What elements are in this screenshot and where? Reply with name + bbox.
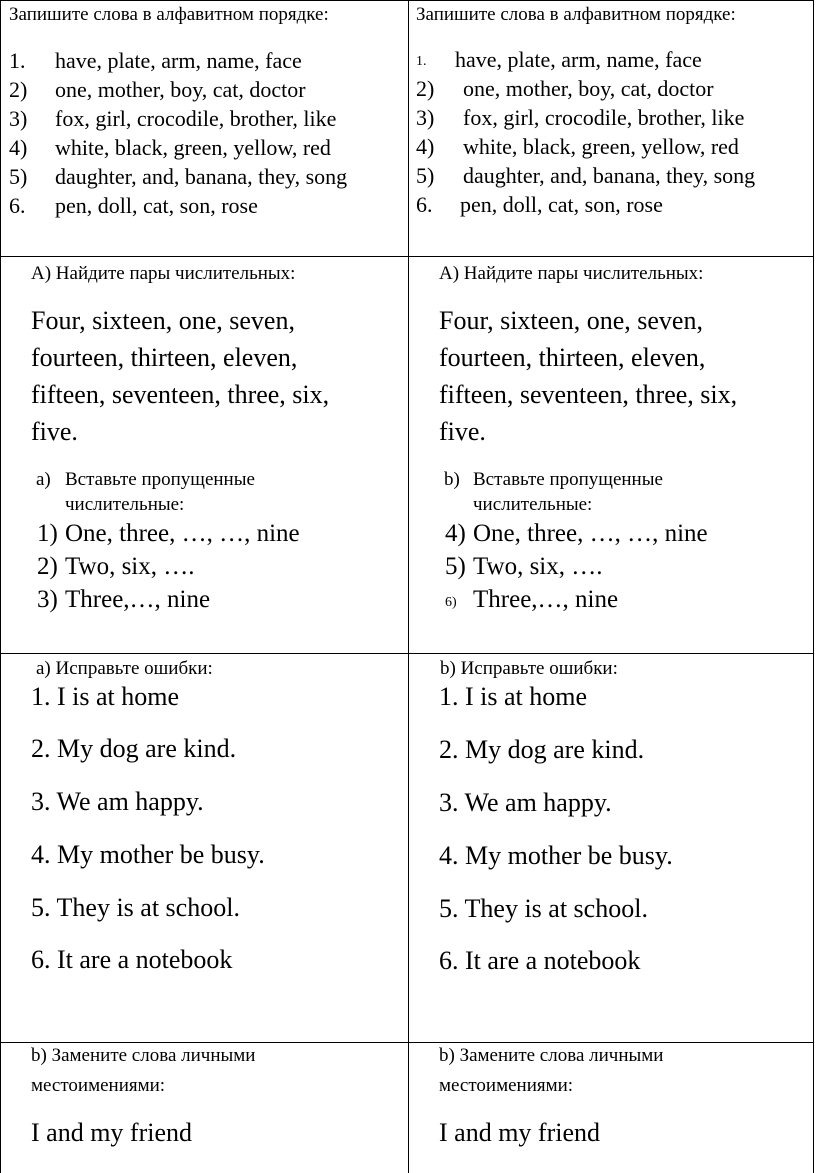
alphabet-item-text: one, mother, boy, cat, doctor [55, 77, 306, 102]
fill-in-title: Вставьте пропущенные [65, 469, 255, 490]
pronouns-task-title: местоимениями: [439, 1075, 574, 1096]
alphabet-task-title: Запишите слова в алфавитном порядке: [416, 4, 736, 25]
fill-in-marker: a) [36, 469, 51, 490]
alphabet-item-text: daughter, and, banana, they, song [55, 164, 348, 189]
numerals-line: five. [439, 417, 486, 446]
numerals-line: Four, sixteen, one, seven, [439, 306, 703, 335]
fill-in-item-text: Three,…, nine [65, 586, 211, 613]
corrections-item: 3. We am happy. [31, 787, 204, 816]
cell-corrections-left [0, 653, 408, 1042]
alphabet-item-text: white, black, green, yellow, red [463, 134, 739, 159]
cell-pronouns-left [0, 1042, 408, 1173]
pronouns-task-title: b) Замените слова личными [31, 1045, 256, 1066]
numerals-line: fourteen, thirteen, eleven, [31, 343, 298, 372]
corrections-item: 5. They is at school. [439, 894, 648, 923]
numerals-task-title: А) Найдите пары числительных: [439, 263, 704, 284]
cell-numerals-right [408, 256, 813, 653]
alphabet-item-text: pen, doll, cat, son, rose [55, 193, 258, 218]
numerals-task-title: А) Найдите пары числительных: [31, 263, 296, 284]
table-border-right [813, 0, 814, 1173]
corrections-item: 6. It are a notebook [31, 945, 233, 974]
cell-alphabet-right [408, 0, 813, 256]
alphabet-item-num: 4) [416, 134, 435, 159]
alphabet-item-text: fox, girl, crocodile, brother, like [463, 105, 745, 130]
pronouns-task-title: b) Замените слова личными [439, 1045, 664, 1066]
numerals-line: five. [31, 417, 78, 446]
numerals-line: Four, sixteen, one, seven, [31, 306, 295, 335]
alphabet-item-num: 2) [416, 76, 435, 101]
fill-in-item-text: One, three, …, …, nine [473, 520, 708, 547]
corrections-item: 1. I is at home [439, 682, 588, 711]
alphabet-item-num: 4) [9, 135, 28, 160]
corrections-item: 5. They is at school. [31, 893, 240, 922]
pronouns-task-title: местоимениями: [31, 1075, 166, 1096]
fill-in-item-num: 1) [37, 520, 58, 547]
corrections-item: 4. My mother be busy. [31, 840, 265, 869]
alphabet-item-num: 1. [416, 54, 427, 69]
alphabet-item-num: 6. [416, 192, 433, 217]
alphabet-item-text: daughter, and, banana, they, song [463, 163, 756, 188]
fill-in-item-text: Three,…, nine [473, 586, 619, 613]
cell-pronouns-right [408, 1042, 813, 1173]
numerals-line: fifteen, seventeen, three, six, [439, 380, 738, 409]
alphabet-item-text: have, plate, arm, name, face [455, 47, 702, 72]
corrections-item: 2. My dog are kind. [439, 735, 645, 764]
corrections-item: 6. It are a notebook [439, 946, 641, 975]
corrections-task-title: b) Исправьте ошибки: [440, 658, 618, 679]
corrections-task-title: a) Исправьте ошибки: [36, 658, 213, 679]
fill-in-marker: b) [444, 469, 460, 490]
cell-numerals-left [0, 256, 408, 653]
fill-in-item-num: 3) [37, 586, 58, 613]
numerals-line: fourteen, thirteen, eleven, [439, 343, 706, 372]
fill-in-item-num: 4) [445, 520, 466, 547]
cell-alphabet-left [0, 0, 408, 256]
fill-in-item-num: 5) [445, 553, 466, 580]
fill-in-title: числительные: [65, 494, 185, 515]
alphabet-item-num: 5) [9, 164, 28, 189]
alphabet-item-text: pen, doll, cat, son, rose [460, 192, 663, 217]
corrections-item: 1. I is at home [31, 682, 180, 711]
alphabet-item-num: 5) [416, 163, 435, 188]
fill-in-title: числительные: [473, 494, 593, 515]
cell-corrections-right [408, 653, 813, 1042]
alphabet-item-num: 2) [9, 77, 28, 102]
fill-in-item-num: 2) [37, 553, 58, 580]
alphabet-item-num: 3) [9, 106, 28, 131]
pronouns-phrase: I and my friend [31, 1118, 193, 1147]
fill-in-item-text: Two, six, …. [473, 553, 603, 580]
alphabet-item-text: one, mother, boy, cat, doctor [463, 76, 714, 101]
corrections-item: 4. My mother be busy. [439, 841, 673, 870]
alphabet-item-num: 3) [416, 105, 435, 130]
alphabet-item-num: 6. [9, 193, 26, 218]
fill-in-item-text: One, three, …, …, nine [65, 520, 300, 547]
alphabet-item-text: fox, girl, crocodile, brother, like [55, 106, 337, 131]
fill-in-title: Вставьте пропущенные [473, 469, 663, 490]
alphabet-task-title: Запишите слова в алфавитном порядке: [9, 4, 329, 25]
fill-in-item-text: Two, six, …. [65, 553, 195, 580]
numerals-line: fifteen, seventeen, three, six, [31, 380, 330, 409]
alphabet-item-text: white, black, green, yellow, red [55, 135, 331, 160]
pronouns-phrase: I and my friend [439, 1118, 601, 1147]
fill-in-item-num: 6) [445, 595, 457, 610]
alphabet-item-num: 1. [9, 48, 26, 73]
corrections-item: 3. We am happy. [439, 788, 612, 817]
corrections-item: 2. My dog are kind. [31, 734, 237, 763]
alphabet-item-text: have, plate, arm, name, face [55, 48, 302, 73]
